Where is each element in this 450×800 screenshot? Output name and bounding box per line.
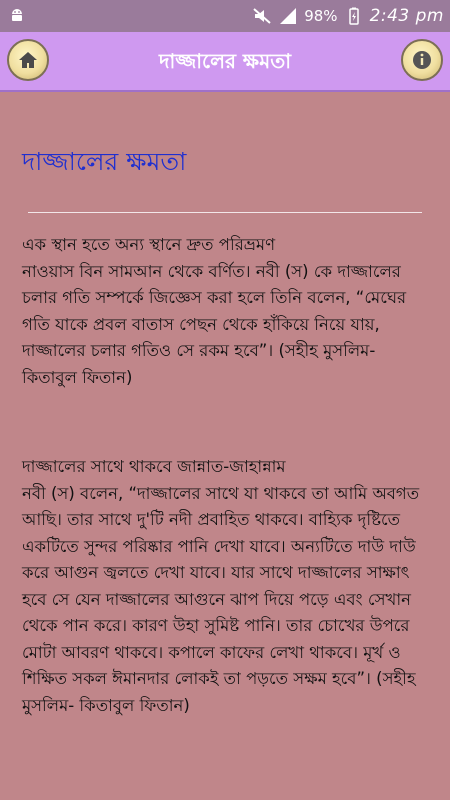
article-section xyxy=(22,232,430,391)
article-section xyxy=(22,454,430,719)
divider xyxy=(28,212,422,213)
clock: 2:43 pm xyxy=(369,6,444,26)
section-title: দাজ্জালের সাথে থাকবে জান্নাত-জাহান্নাম xyxy=(22,457,286,476)
home-button[interactable] xyxy=(7,39,49,81)
home-icon xyxy=(17,49,39,71)
signal-icon xyxy=(278,6,298,26)
section-body: নাওয়াস বিন সামআন থেকে বর্ণিত। নবী (স) কে দাজ্জালের চলার গতি সম্পর্কে জিজ্ঞেস করা হলে তিনি বলেন, “মেঘের গতি যাকে প্রবল বাতাস পেছন থেকে হাঁকিয়ে নিয়ে যায়, দাজ্জালের চলার গতিও সে রকম হবে”। (সহীহ মুসলিম- কিতাবুল ফিতান) xyxy=(22,261,407,387)
battery-percent: 98% xyxy=(304,7,338,25)
section-body: নবী (স) বলেন, “দাজ্জালের সাথে যা থাকবে তা আমি অবগত আছি। তার সাথে দু'টি নদী প্রবাহিত থাকবে। বাহ্যিক দৃষ্টিতে একটিতে সুন্দর পরিষ্কার পানি দেখা যাবে। অন্যটিতে দাউ দাউ করে আগুন জ্বলতে দেখা যাবে। যার সাথে দাজ্জালের সাক্ষাৎ হবে সে যেন দাজ্জালের আগুনে ঝাপ দিয়ে পড়ে এবং সেখান থেকে পান করে। কারণ উহা সুমিষ্ট পানি। তার চোখের উপরে মোটা আবরণ থাকবে। কপালে কাফের লেখা থাকবে। মূর্খ ও শিক্ষিত সকল ঈমানদার লোকই তা পড়তে সক্ষম হবে”। (সহীহ মুসলিম- কিতাবুল ফিতান) xyxy=(22,483,420,715)
mute-icon xyxy=(252,6,272,26)
android-icon xyxy=(8,6,26,24)
app-bar xyxy=(0,32,450,92)
article-heading: দাজ্জালের ক্ষমতা xyxy=(22,147,187,176)
info-button[interactable] xyxy=(401,39,443,81)
section-title: এক স্থান হতে অন্য স্থানে দ্রুত পরিভ্রমণ xyxy=(22,235,276,254)
battery-icon xyxy=(344,6,364,26)
article-content xyxy=(0,92,450,800)
status-bar xyxy=(0,0,450,32)
page-title: দাজ্জালের ক্ষমতা xyxy=(158,49,292,73)
info-icon xyxy=(411,49,433,71)
